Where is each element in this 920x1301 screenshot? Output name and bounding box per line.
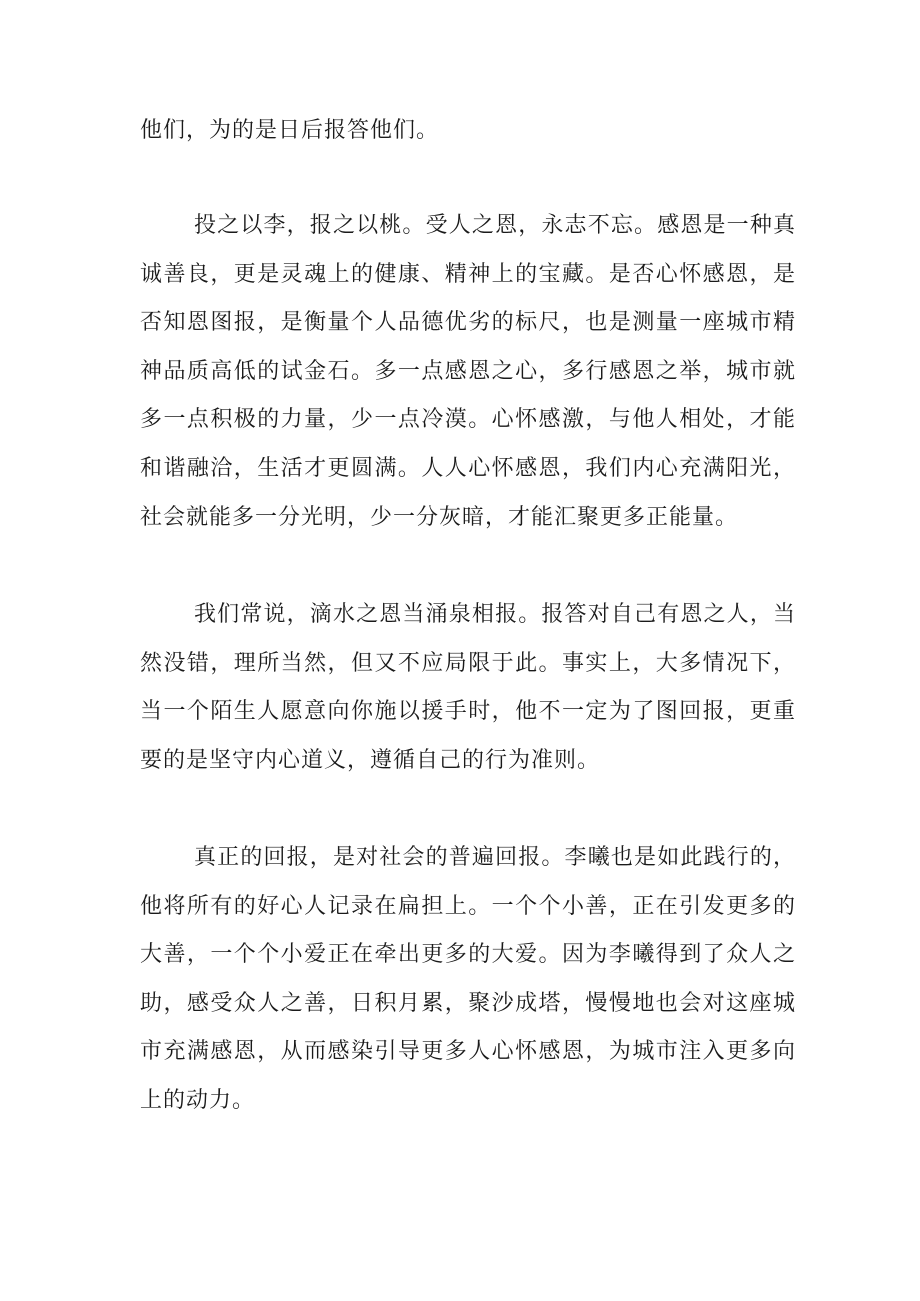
paragraph-continuation: 他们，为的是日后报答他们。 [140,118,440,143]
paragraph-social-return: 真正的回报，是对社会的普遍回报。李曦也是如此践行的，他将所有的好心人记录在扁担上。一个个小善，正在引发更多的大善，一个个小爱正在牵出更多的大爱。因为李曦得到了众人之助，感受众人之善，日积月累，聚沙成塔，慢慢地也会对这座城市充满感恩，从而感染引导更多人心怀感恩，为城市注入更多向上的动力。 [140,845,796,1113]
paragraph-repayment: 我们常说，滴水之恩当涌泉相报。报答对自己有恩之人，当然没错，理所当然，但又不应局限于此。事实上，大多情况下，当一个陌生人愿意向你施以援手时，他不一定为了图回报，更重要的是坚守内心道义，遵循自己的行为准则。 [140,602,796,773]
paragraph-gratitude: 投之以李，报之以桃。受人之恩，永志不忘。感恩是一种真诚善良，更是灵魂上的健康、精神上的宝藏。是否心怀感恩，是否知恩图报，是衡量个人品德优劣的标尺，也是测量一座城市精神品质高低的试金石。多一点感恩之心，多行感恩之举，城市就多一点积极的力量，少一点冷漠。心怀感激，与他人相处，才能和谐融洽，生活才更圆满。人人心怀感恩，我们内心充满阳光，社会就能多一分光明，少一分灰暗，才能汇聚更多正能量。 [140,213,796,530]
